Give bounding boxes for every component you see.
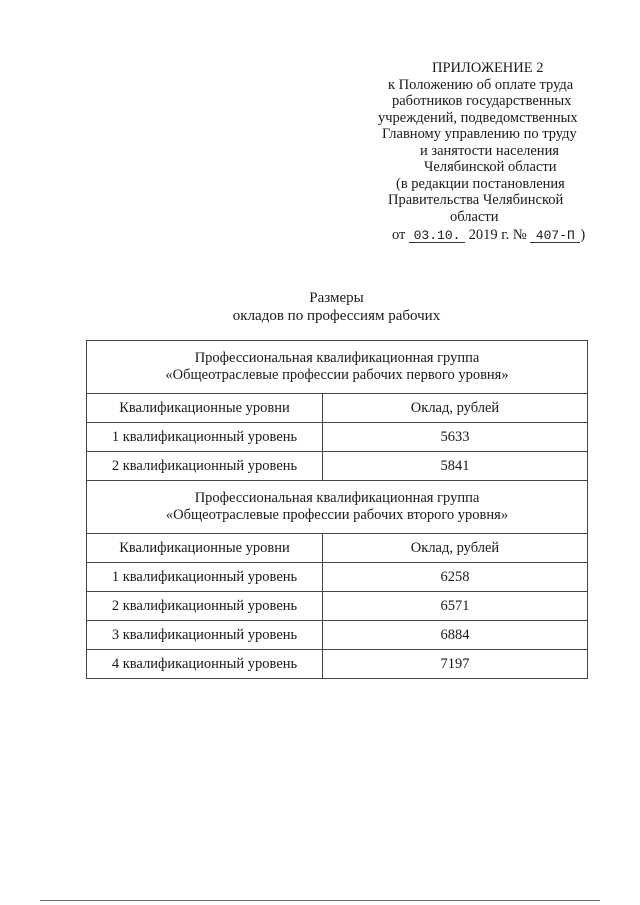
appendix-line: к Положению об оплате труда [388, 76, 574, 93]
appendix-block [378, 60, 608, 244]
level-cell: 3 квалификационный уровень [87, 621, 323, 650]
heading-subtitle: окладов по профессиям рабочих [232, 308, 441, 324]
column-header-row [87, 394, 588, 423]
table-row [87, 423, 588, 452]
salary-cell: 5633 [323, 423, 588, 452]
group-title-line: «Общеотраслевые профессии рабочих первого уровня» [165, 367, 509, 383]
table-row [87, 592, 588, 621]
salary-table [86, 340, 588, 679]
column-header-level: Квалификационные уровни [87, 534, 323, 563]
appendix-line: области [450, 208, 499, 225]
heading-title: Размеры [309, 290, 364, 306]
column-header-level: Квалификационные уровни [87, 394, 323, 423]
appendix-line: учреждений, подведомственных [378, 109, 578, 126]
salary-cell: 6571 [323, 592, 588, 621]
column-header-salary: Оклад, рублей [323, 394, 588, 423]
close-paren: ) [580, 227, 586, 243]
salary-cell: 5841 [323, 452, 588, 481]
table-row [87, 452, 588, 481]
appendix-line: Главному управлению по труду [382, 126, 577, 142]
table-row [87, 621, 588, 650]
appendix-line: Челябинской области [424, 159, 557, 175]
resolution-number: 407-П [530, 229, 580, 243]
appendix-line: и занятости населения [420, 142, 559, 159]
column-header-row [87, 534, 588, 563]
level-cell: 1 квалификационный уровень [87, 563, 323, 592]
table-row [87, 563, 588, 592]
resolution-date: 03.10. [409, 229, 465, 243]
resolution-year-number: 2019 г. № [468, 227, 527, 243]
appendix-line: Правительства Челябинской [388, 192, 564, 208]
level-cell: 2 квалификационный уровень [87, 452, 323, 481]
level-cell: 1 квалификационный уровень [87, 423, 323, 452]
group-header-row [87, 341, 588, 394]
appendix-title: ПРИЛОЖЕНИЕ 2 [432, 60, 544, 76]
group-title-line: «Общеотраслевые профессии рабочих второго уровня» [165, 507, 509, 523]
resolution-date-line [378, 227, 608, 244]
salary-cell: 7197 [323, 650, 588, 679]
group-title [87, 341, 588, 394]
salary-cell: 6884 [323, 621, 588, 650]
appendix-line: (в редакции постановления [396, 175, 565, 192]
group-title-line: Профессиональная квалификационная группа [194, 490, 480, 506]
level-cell: 4 квалификационный уровень [87, 650, 323, 679]
table-row [87, 650, 588, 679]
salary-cell: 6258 [323, 563, 588, 592]
page-bottom-rule [40, 900, 600, 901]
group-title [87, 481, 588, 534]
level-cell: 2 квалификационный уровень [87, 592, 323, 621]
date-prefix: от [392, 227, 406, 243]
appendix-line: работников государственных [392, 93, 572, 109]
column-header-salary: Оклад, рублей [323, 534, 588, 563]
document-heading [86, 289, 587, 325]
group-title-line: Профессиональная квалификационная группа [194, 350, 480, 366]
group-header-row [87, 481, 588, 534]
